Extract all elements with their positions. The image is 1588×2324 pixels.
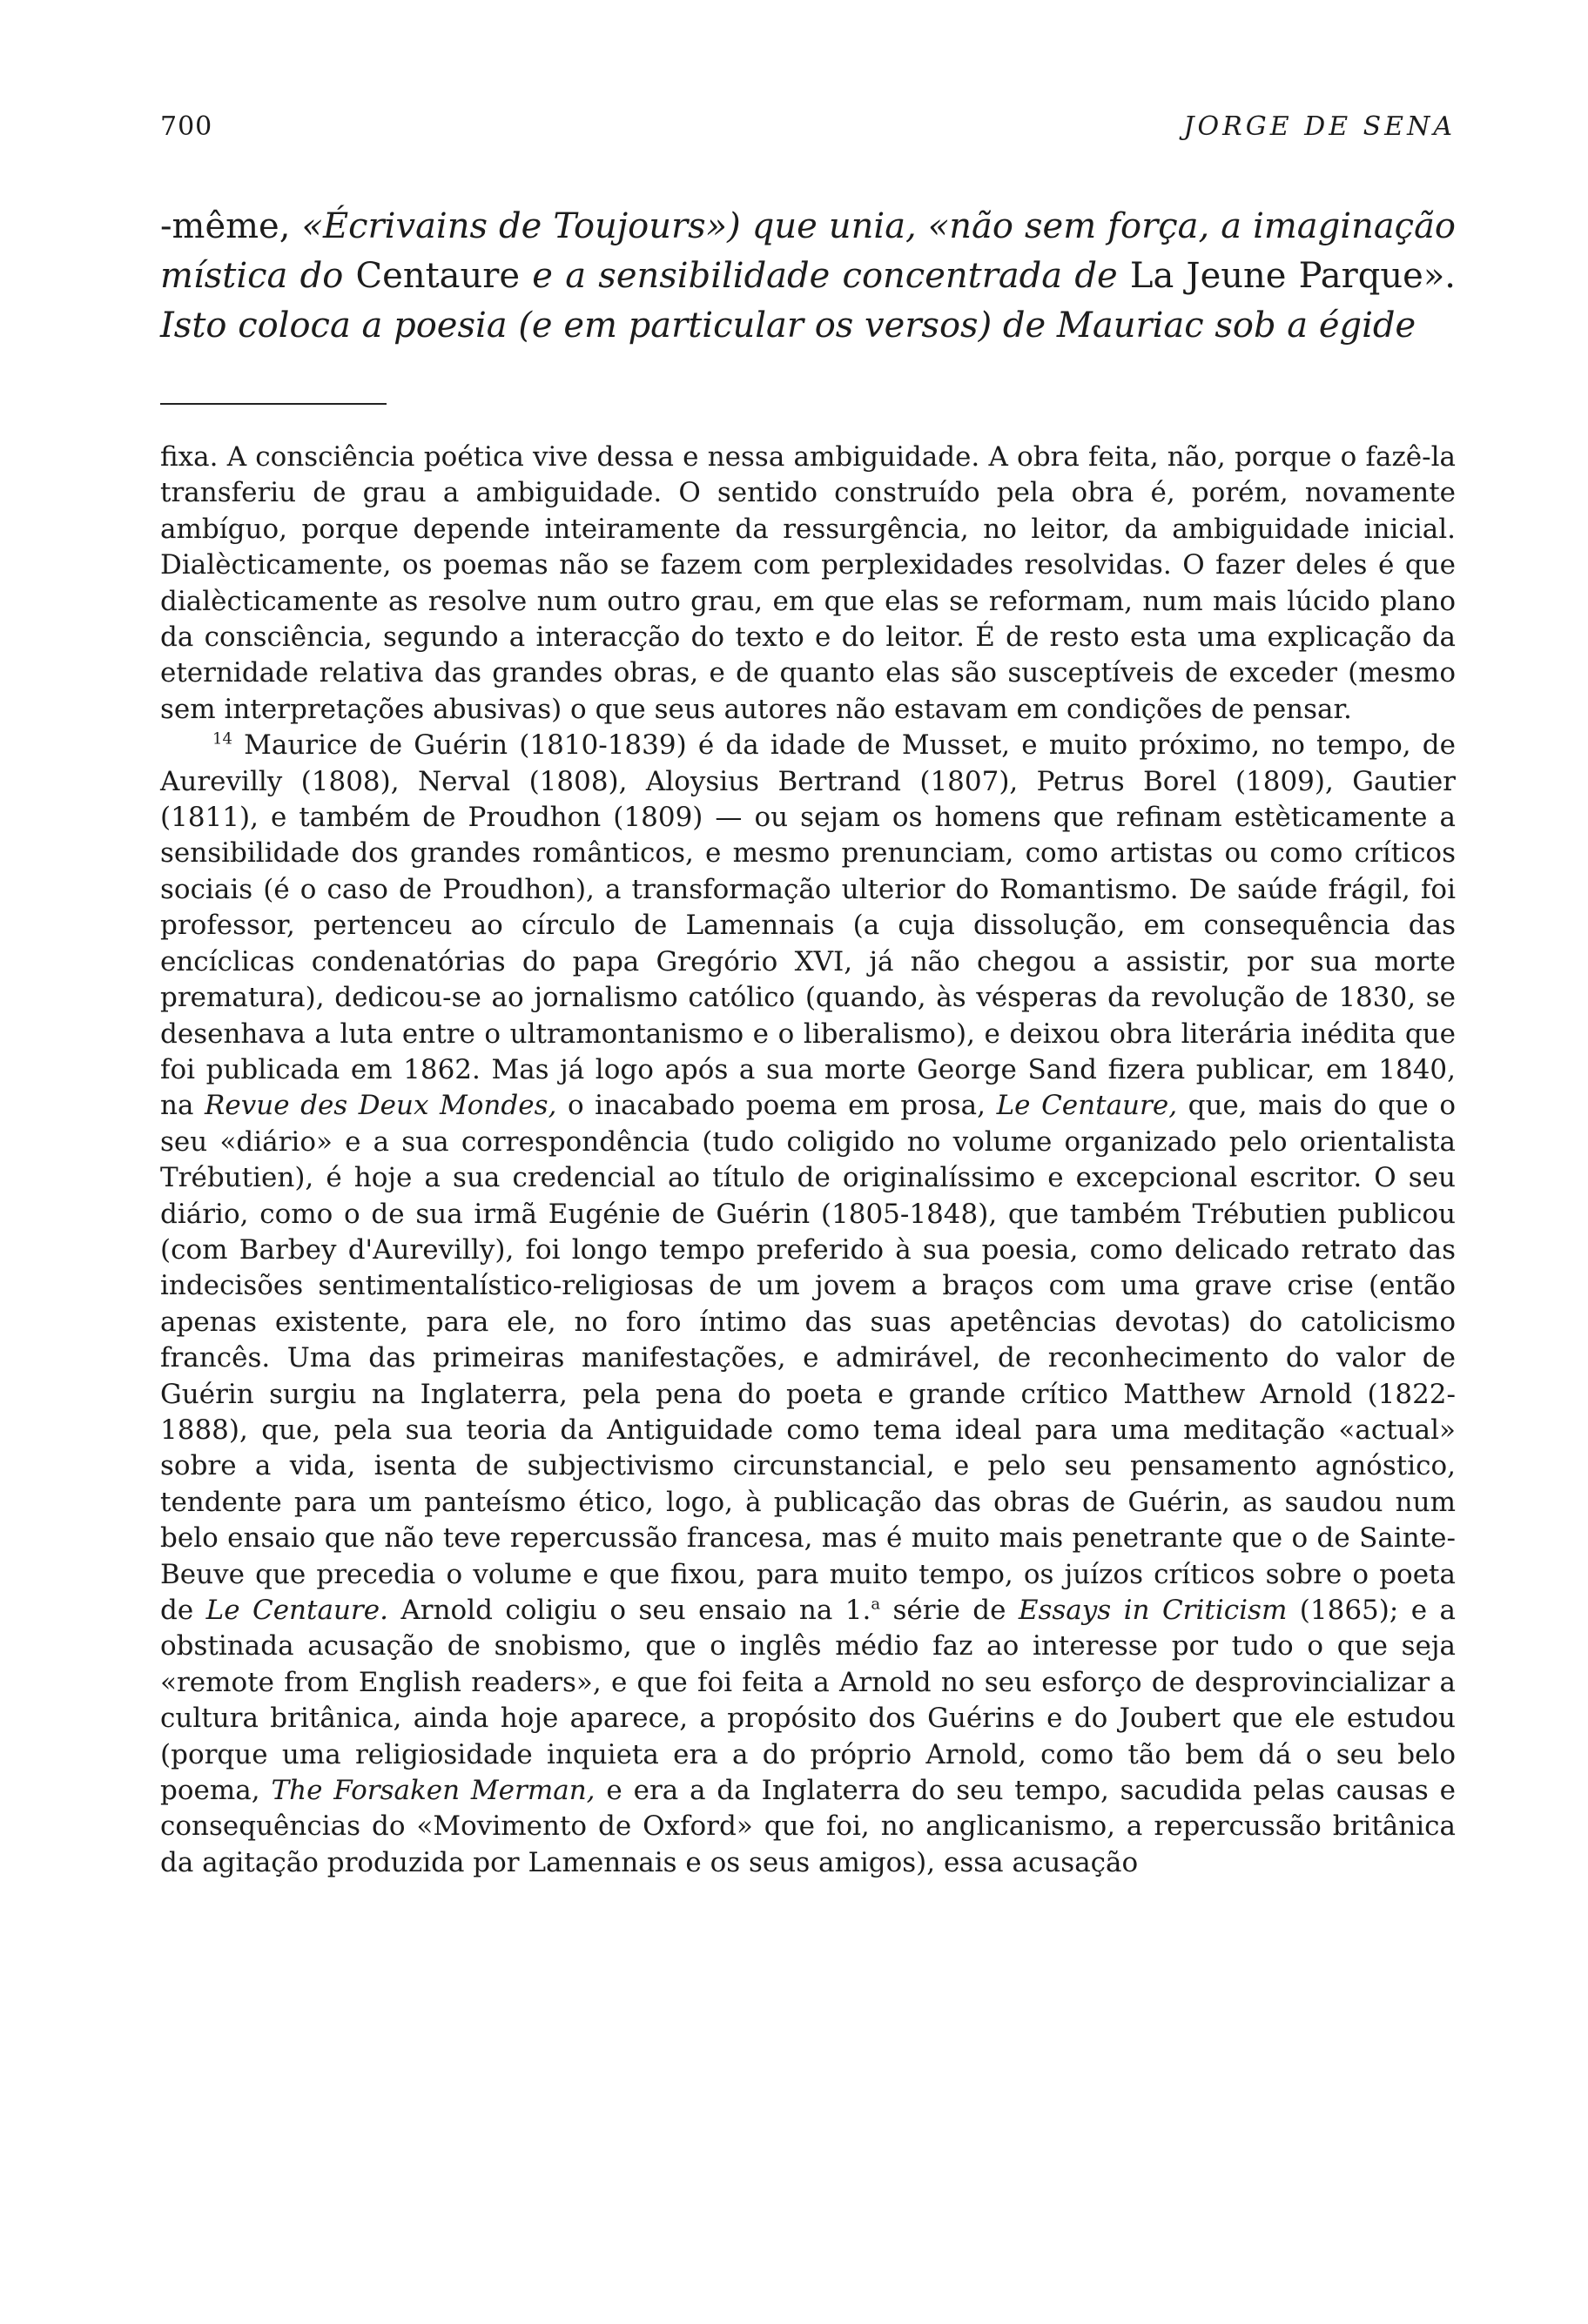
- main-text-part-italic: «Écrivains de Toujours») que unia, «não sem força, a imaginação mística do: [160, 206, 1456, 296]
- main-text: [160, 202, 1456, 351]
- main-text-part: Centaure: [355, 256, 521, 296]
- footnote-text: Arnold coligiu o seu ensaio na 1.: [387, 1595, 871, 1626]
- footnote-italic: Le Centaure.: [205, 1595, 388, 1626]
- main-text-part-italic: e a sensibilidade concentrada de: [520, 256, 1130, 296]
- footnote-text: Maurice de Guérin (1810-1839) é da idade de Musset, e muito próximo, no tempo, de Aurevilly (1808), Nerval (1808), Aloysius Bertrand (1807), Petrus Borel (1809), Gautier (1811), e também de Proudhon (1809) — ou sejam os homens que refinam estèticamente a sensibilidade dos grandes românticos, e mesmo prenunciam, como artistas ou como críticos sociais (é o caso de Proudhon), a transformação ulterior do Romantismo. De saúde frágil, foi professor, pertenceu ao círculo de Lamennais (a cuja dissolução, em consequência das encíclicas condenatórias do papa Gregório XVI, já não chegou a assistir, por sua morte prematura), dedicou-se ao jornalismo católico (quando, às vésperas da revolução de 1830, se desenhava a luta entre o ultramontanismo e o liberalismo), e deixou obra literária inédita que foi publicada em 1862. Mas já logo após a sua morte George Sand fizera publicar, em 1840, na: [160, 729, 1456, 1122]
- main-text-part: ».: [1423, 256, 1456, 296]
- footnote-italic: Revue des Deux Mondes,: [205, 1090, 557, 1122]
- page: [160, 111, 1456, 1881]
- footnote-text: série de: [880, 1595, 1019, 1626]
- running-title: JORGE DE SENA: [1183, 111, 1456, 142]
- footnote-text: (1865); e a obstinada acusação de snobismo, que o inglês médio faz ao interesse por tudo o que seja «remote from English readers», e que foi feita a Arnold no seu esforço de desprovincializar a cultura britânica, ainda hoje aparece, a propósito dos Guérins e do Joubert que ele estudou (porque uma religiosidade inquieta era a do próprio Arnold, como tão bem dá o seu belo poema,: [160, 1595, 1456, 1807]
- footnote-continuation: fixa. A consciência poética vive dessa e nessa ambiguidade. A obra feita, não, porque o fazê-la transferiu de grau a ambiguidade. O sentido construído pela obra é, porém, novamente ambíguo, porque depende inteiramente da ressurgência, no leitor, da ambiguidade inicial. Dialècticamente, os poemas não se fazem com perplexidades resolvidas. O fazer deles é que dialècticamente as resolve num outro grau, em que elas se reformam, num mais lúcido plano da consciência, segundo a interacção do texto e do leitor. É de resto esta uma explicação da eternidade relativa das grandes obras, e de quanto elas são susceptíveis de exceder (mesmo sem interpretações abusivas) o que seus autores não estavam em condições de pensar.: [160, 441, 1456, 725]
- footnote-italic: Le Centaure,: [996, 1090, 1178, 1122]
- main-text-part: -même,: [160, 206, 302, 246]
- main-text-part: La Jeune Parque: [1129, 256, 1423, 296]
- footnote-marker: 14: [212, 729, 232, 749]
- footnote-italic: Essays in Criticism: [1018, 1595, 1288, 1626]
- page-number: 700: [160, 111, 213, 142]
- footnote-text: o inacabado poema em prosa,: [556, 1090, 997, 1122]
- footnote-superscript: a: [871, 1595, 881, 1614]
- footnote-italic: The Forsaken Merman,: [271, 1775, 596, 1807]
- footnote-text: e era a da Inglaterra do seu tempo, sacudida pelas causas e consequências do «Movimento de Oxford» que foi, no anglicanismo, a repercussão britânica da agitação produzida por Lamennais e os seus amigos), essa acusação: [160, 1775, 1456, 1878]
- footnote-separator: [160, 403, 387, 405]
- running-head: [160, 111, 1456, 172]
- footnotes: [160, 440, 1456, 1881]
- footnote-text: que, mais do que o seu «diário» e a sua correspondência (tudo coligido no volume organizado pelo orientalista Trébutien), é hoje a sua credencial ao título de originalíssimo e excepcional escritor. O seu diário, como o de sua irmã Eugénie de Guérin (1805-1848), que também Trébutien publicou (com Barbey d'Aurevilly), foi longo tempo preferido à sua poesia, como delicado retrato das indecisões sentimentalístico-religiosas de um jovem a braços com uma grave crise (então apenas existente, para ele, no foro íntimo das suas apetências devotas) do catolicismo francês. Uma das primeiras manifestações, e admirável, de reconhecimento do valor de Guérin surgiu na Inglaterra, pela pena do poeta e grande crítico Matthew Arnold (1822-1888), que, pela sua teoria da Antiguidade como tema ideal para uma meditação «actual» sobre a vida, isenta de subjectivismo circunstancial, e pelo seu pensamento agnóstico, tendente para um panteísmo ético, logo, à publicação das obras de Guérin, as saudou num belo ensaio que não teve repercussão francesa, mas é muito mais penetrante que o de Sainte-Beuve que precedia o volume e que fixou, para muito tempo, os juízos críticos sobre o poeta de: [160, 1090, 1456, 1626]
- main-text-part-italic: Isto coloca a poesia (e em particular os versos) de Mauriac sob a égide: [160, 306, 1416, 346]
- footnote-14: [160, 728, 1456, 1881]
- main-paragraph: [160, 202, 1456, 351]
